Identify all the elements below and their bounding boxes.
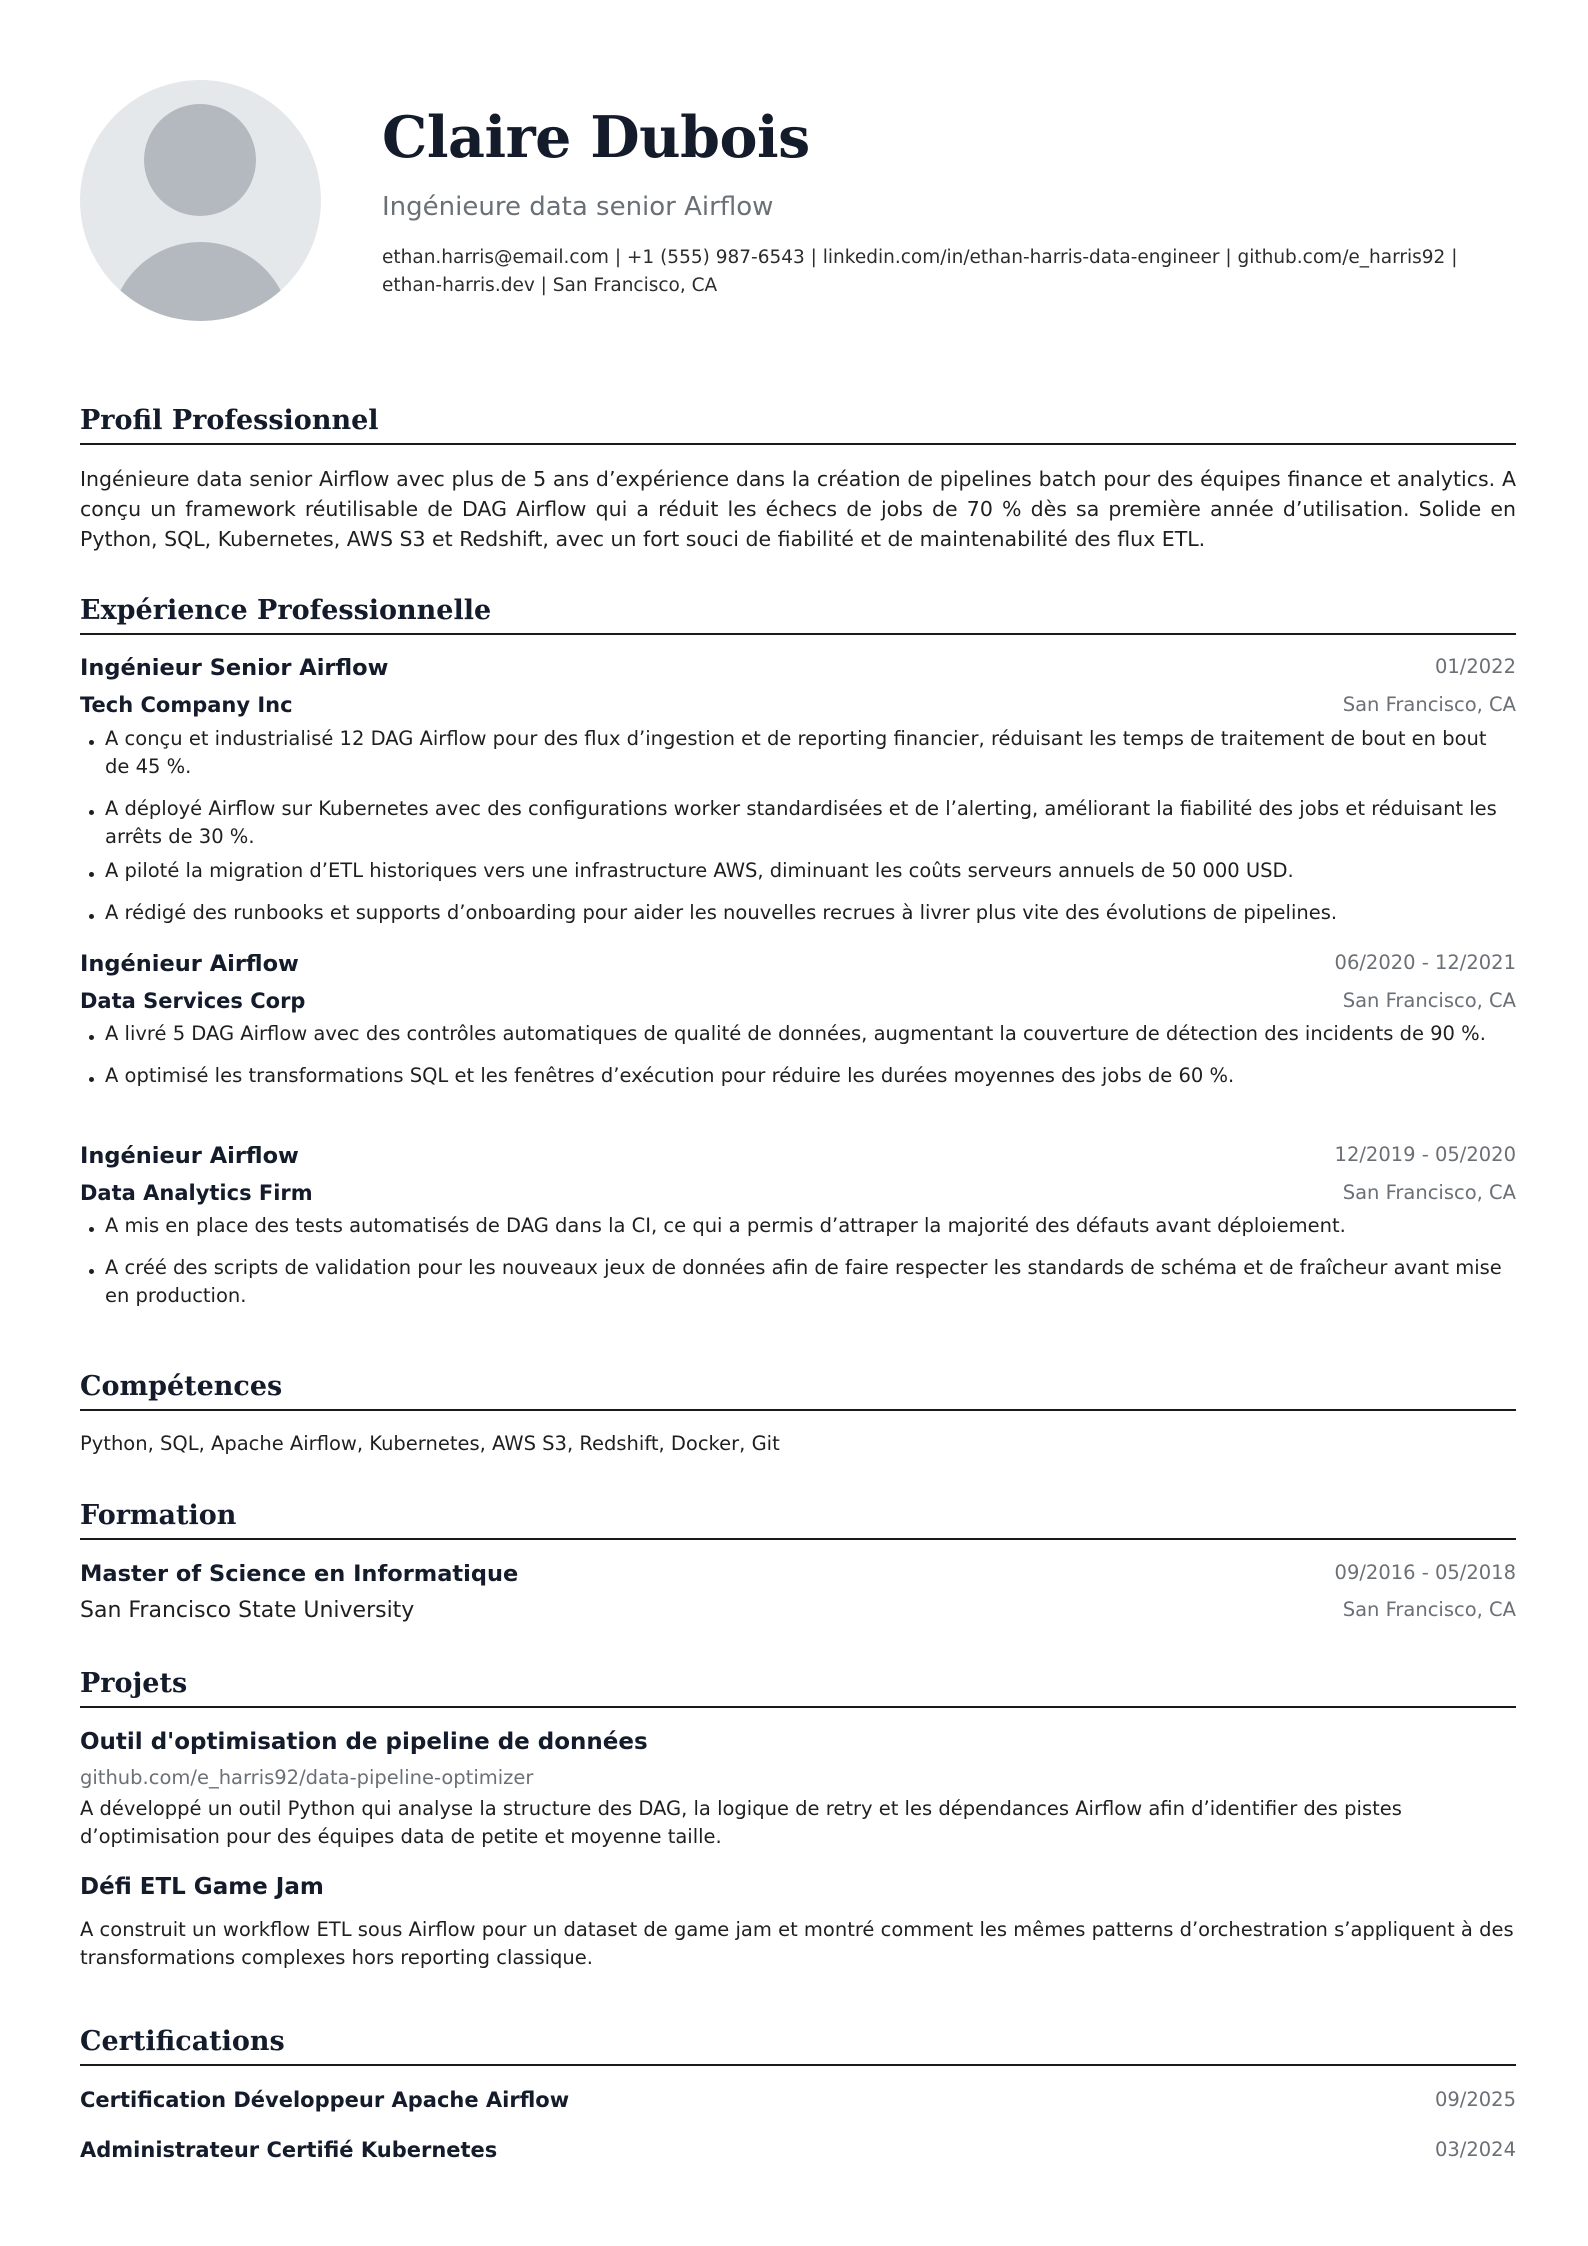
certification-date: 09/2025 — [1434, 2088, 1516, 2111]
job-bullet: A piloté la migration d’ETL historiques vers une infrastructure AWS, diminuant les coûts serveurs annuels de 50 000 USD. — [80, 857, 1516, 885]
job-location: San Francisco, CA — [1342, 693, 1516, 716]
job-company: Data Analytics Firm — [80, 1181, 313, 1205]
certification-name: Certification Développeur Apache Airflow — [80, 2088, 570, 2112]
education-date: 09/2016 - 05/2018 — [1334, 1561, 1516, 1584]
resume-page — [80, 0, 1516, 2246]
education-school: San Francisco State University — [80, 1598, 415, 1623]
job-bullet: A mis en place des tests automatisés de DAG dans la CI, ce qui a permis d’attraper la majorité des défauts avant déploiement. — [80, 1212, 1516, 1240]
resume-header — [80, 80, 1516, 325]
avatar-body-shape — [110, 242, 291, 321]
education-degree: Master of Science en Informatique — [80, 1561, 519, 1587]
job-role: Ingénieur Airflow — [80, 951, 299, 977]
job-date: 01/2022 — [1434, 655, 1516, 678]
job-date: 06/2020 - 12/2021 — [1334, 951, 1516, 974]
job-bullet: A optimisé les transformations SQL et les fenêtres d’exécution pour réduire les durées moyennes des jobs de 60 %. — [80, 1062, 1516, 1090]
skills-list: Python, SQL, Apache Airflow, Kubernetes, AWS S3, Redshift, Docker, Git — [80, 1432, 780, 1455]
section-heading-education: Formation — [80, 1500, 1516, 1540]
job-bullet: A rédigé des runbooks et supports d’onboarding pour aider les nouvelles recrues à livrer plus vite des évolutions de pipelines. — [80, 899, 1516, 927]
job-location: San Francisco, CA — [1342, 1181, 1516, 1204]
section-heading-skills: Compétences — [80, 1371, 1516, 1411]
certification-date: 03/2024 — [1434, 2138, 1516, 2161]
education-location: San Francisco, CA — [1342, 1598, 1516, 1621]
project-title: Défi ETL Game Jam — [80, 1874, 324, 1900]
job-bullets — [80, 1020, 1516, 1104]
job-bullets — [80, 1212, 1516, 1324]
section-heading-profile: Profil Professionnel — [80, 405, 1516, 445]
job-bullet: A déployé Airflow sur Kubernetes avec des configurations worker standardisées et de l’alerting, améliorant la fiabilité des jobs et réduisant les arrêts de 30 %. — [80, 795, 1516, 851]
job-bullet: A créé des scripts de validation pour les nouveaux jeux de données afin de faire respecter les standards de schéma et de fraîcheur avant mise en production. — [80, 1254, 1516, 1310]
job-date: 12/2019 - 05/2020 — [1334, 1143, 1516, 1166]
job-bullet: A conçu et industrialisé 12 DAG Airflow pour des flux d’ingestion et de reporting financier, réduisant les temps de traitement de bout en bout de 45 %. — [80, 725, 1516, 781]
section-heading-projects: Projets — [80, 1668, 1516, 1708]
contact-line: ethan-harris.dev | San Francisco, CA — [382, 275, 718, 296]
certification-name: Administrateur Certifié Kubernetes — [80, 2138, 498, 2162]
profile-summary: Ingénieure data senior Airflow avec plus de 5 ans d’expérience dans la création de pipelines batch pour des équipes finance et analytics. A conçu un framework réutilisable de DAG Airflow qui a réduit les échecs de jobs de 70 % dès sa première année d’utilisation. Solide en Python, SQL, Kubernetes, AWS S3 et Redshift, avec un fort souci de fiabilité et de maintenabilité des flux ETL. — [80, 467, 1516, 551]
avatar-head-shape — [144, 104, 256, 216]
candidate-title: Ingénieure data senior Airflow — [382, 192, 774, 222]
job-company: Data Services Corp — [80, 989, 306, 1013]
section-heading-certifications: Certifications — [80, 2026, 1516, 2066]
job-role: Ingénieur Airflow — [80, 1143, 299, 1169]
section-heading-experience: Expérience Professionnelle — [80, 595, 1516, 635]
job-location: San Francisco, CA — [1342, 989, 1516, 1012]
candidate-name: Claire Dubois — [382, 104, 810, 171]
job-role: Ingénieur Senior Airflow — [80, 655, 389, 681]
job-bullet: A livré 5 DAG Airflow avec des contrôles automatiques de qualité de données, augmentant la couverture de détection des incidents de 90 %. — [80, 1020, 1516, 1048]
contact-line: ethan.harris@email.com | +1 (555) 987-6543 | linkedin.com/in/ethan-harris-data-engineer | github.com/e_harris92 | — [382, 247, 1458, 268]
contact-info — [382, 244, 1516, 300]
avatar — [80, 80, 321, 321]
project-description: A construit un workflow ETL sous Airflow pour un dataset de game jam et montré comment les mêmes patterns d’orchestration s’appliquent à des transformations complexes hors reporting classique. — [80, 1918, 1514, 1969]
project-title: Outil d'optimisation de pipeline de données — [80, 1729, 648, 1755]
project-description: A développé un outil Python qui analyse la structure des DAG, la logique de retry et les dépendances Airflow afin d’identifier des pistes d’optimisation pour des équipes data de petite et moyenne taille. — [80, 1797, 1402, 1848]
job-company: Tech Company Inc — [80, 693, 293, 717]
job-bullets — [80, 725, 1516, 941]
project-link[interactable]: github.com/e_harris92/data-pipeline-optimizer — [80, 1766, 534, 1789]
